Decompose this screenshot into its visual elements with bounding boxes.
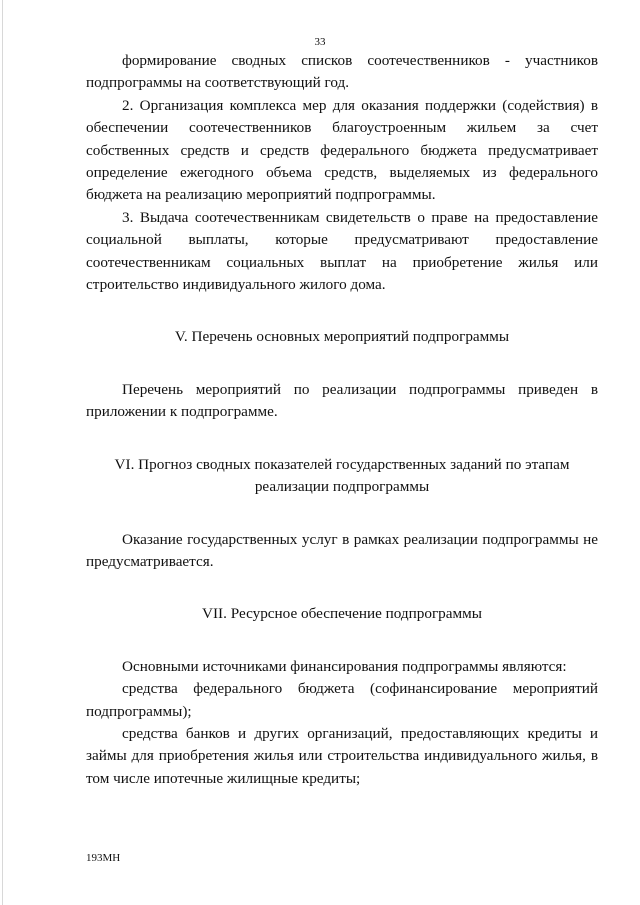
- paragraph-item-3: 3. Выдача соотечественникам свидетельств о праве на предоставление социальной выплаты, которые предусматривают предоставление соотечественникам социальных выплат на приобретение жилья или строительство индивидуального жилого дома.: [86, 208, 598, 294]
- document-code: 193МН: [86, 852, 121, 864]
- paragraph-continuation: формирование сводных списков соотечественников - участников подпрограммы на соответствующий год.: [86, 52, 598, 92]
- section-7-item-federal-budget: средства федерального бюджета (софинансирование мероприятий подпрограммы);: [86, 680, 598, 720]
- section-6-text: Оказание государственных услуг в рамках реализации подпрограммы не предусматривается.: [86, 530, 598, 570]
- paragraph-item-2: 2. Организация комплекса мер для оказания поддержки (содействия) в обеспечении соотечественников благоустроенным жильем за счет собственных средств и средств федерального бюджета предусматривает определение ежегодного объема средств, выделяемых из федерального бюджета на реализацию мероприятий подпрограммы.: [86, 96, 598, 204]
- section-6-heading-line-2: реализации подпрограммы: [254, 478, 430, 496]
- scan-edge-line: [2, 0, 3, 905]
- page-number: 33: [314, 36, 326, 48]
- section-7-heading: VII. Ресурсное обеспечение подпрограммы: [202, 605, 482, 623]
- section-6-heading-line-1: VI. Прогноз сводных показателей государственных заданий по этапам: [114, 455, 570, 473]
- section-5-heading: V. Перечень основных мероприятий подпрограммы: [174, 328, 510, 346]
- document-body: [86, 50, 598, 790]
- section-7-intro: Основными источниками финансирования подпрограммы являются:: [122, 657, 567, 675]
- section-7-item-bank-funds: средства банков и других организаций, предоставляющих кредиты и займы для приобретения жилья или строительства индивидуального жилья, в том числе ипотечные жилищные кредиты;: [86, 724, 598, 787]
- section-6-heading: [86, 454, 598, 499]
- section-5-text: Перечень мероприятий по реализации подпрограммы приведен в приложении к подпрограмме.: [86, 380, 598, 421]
